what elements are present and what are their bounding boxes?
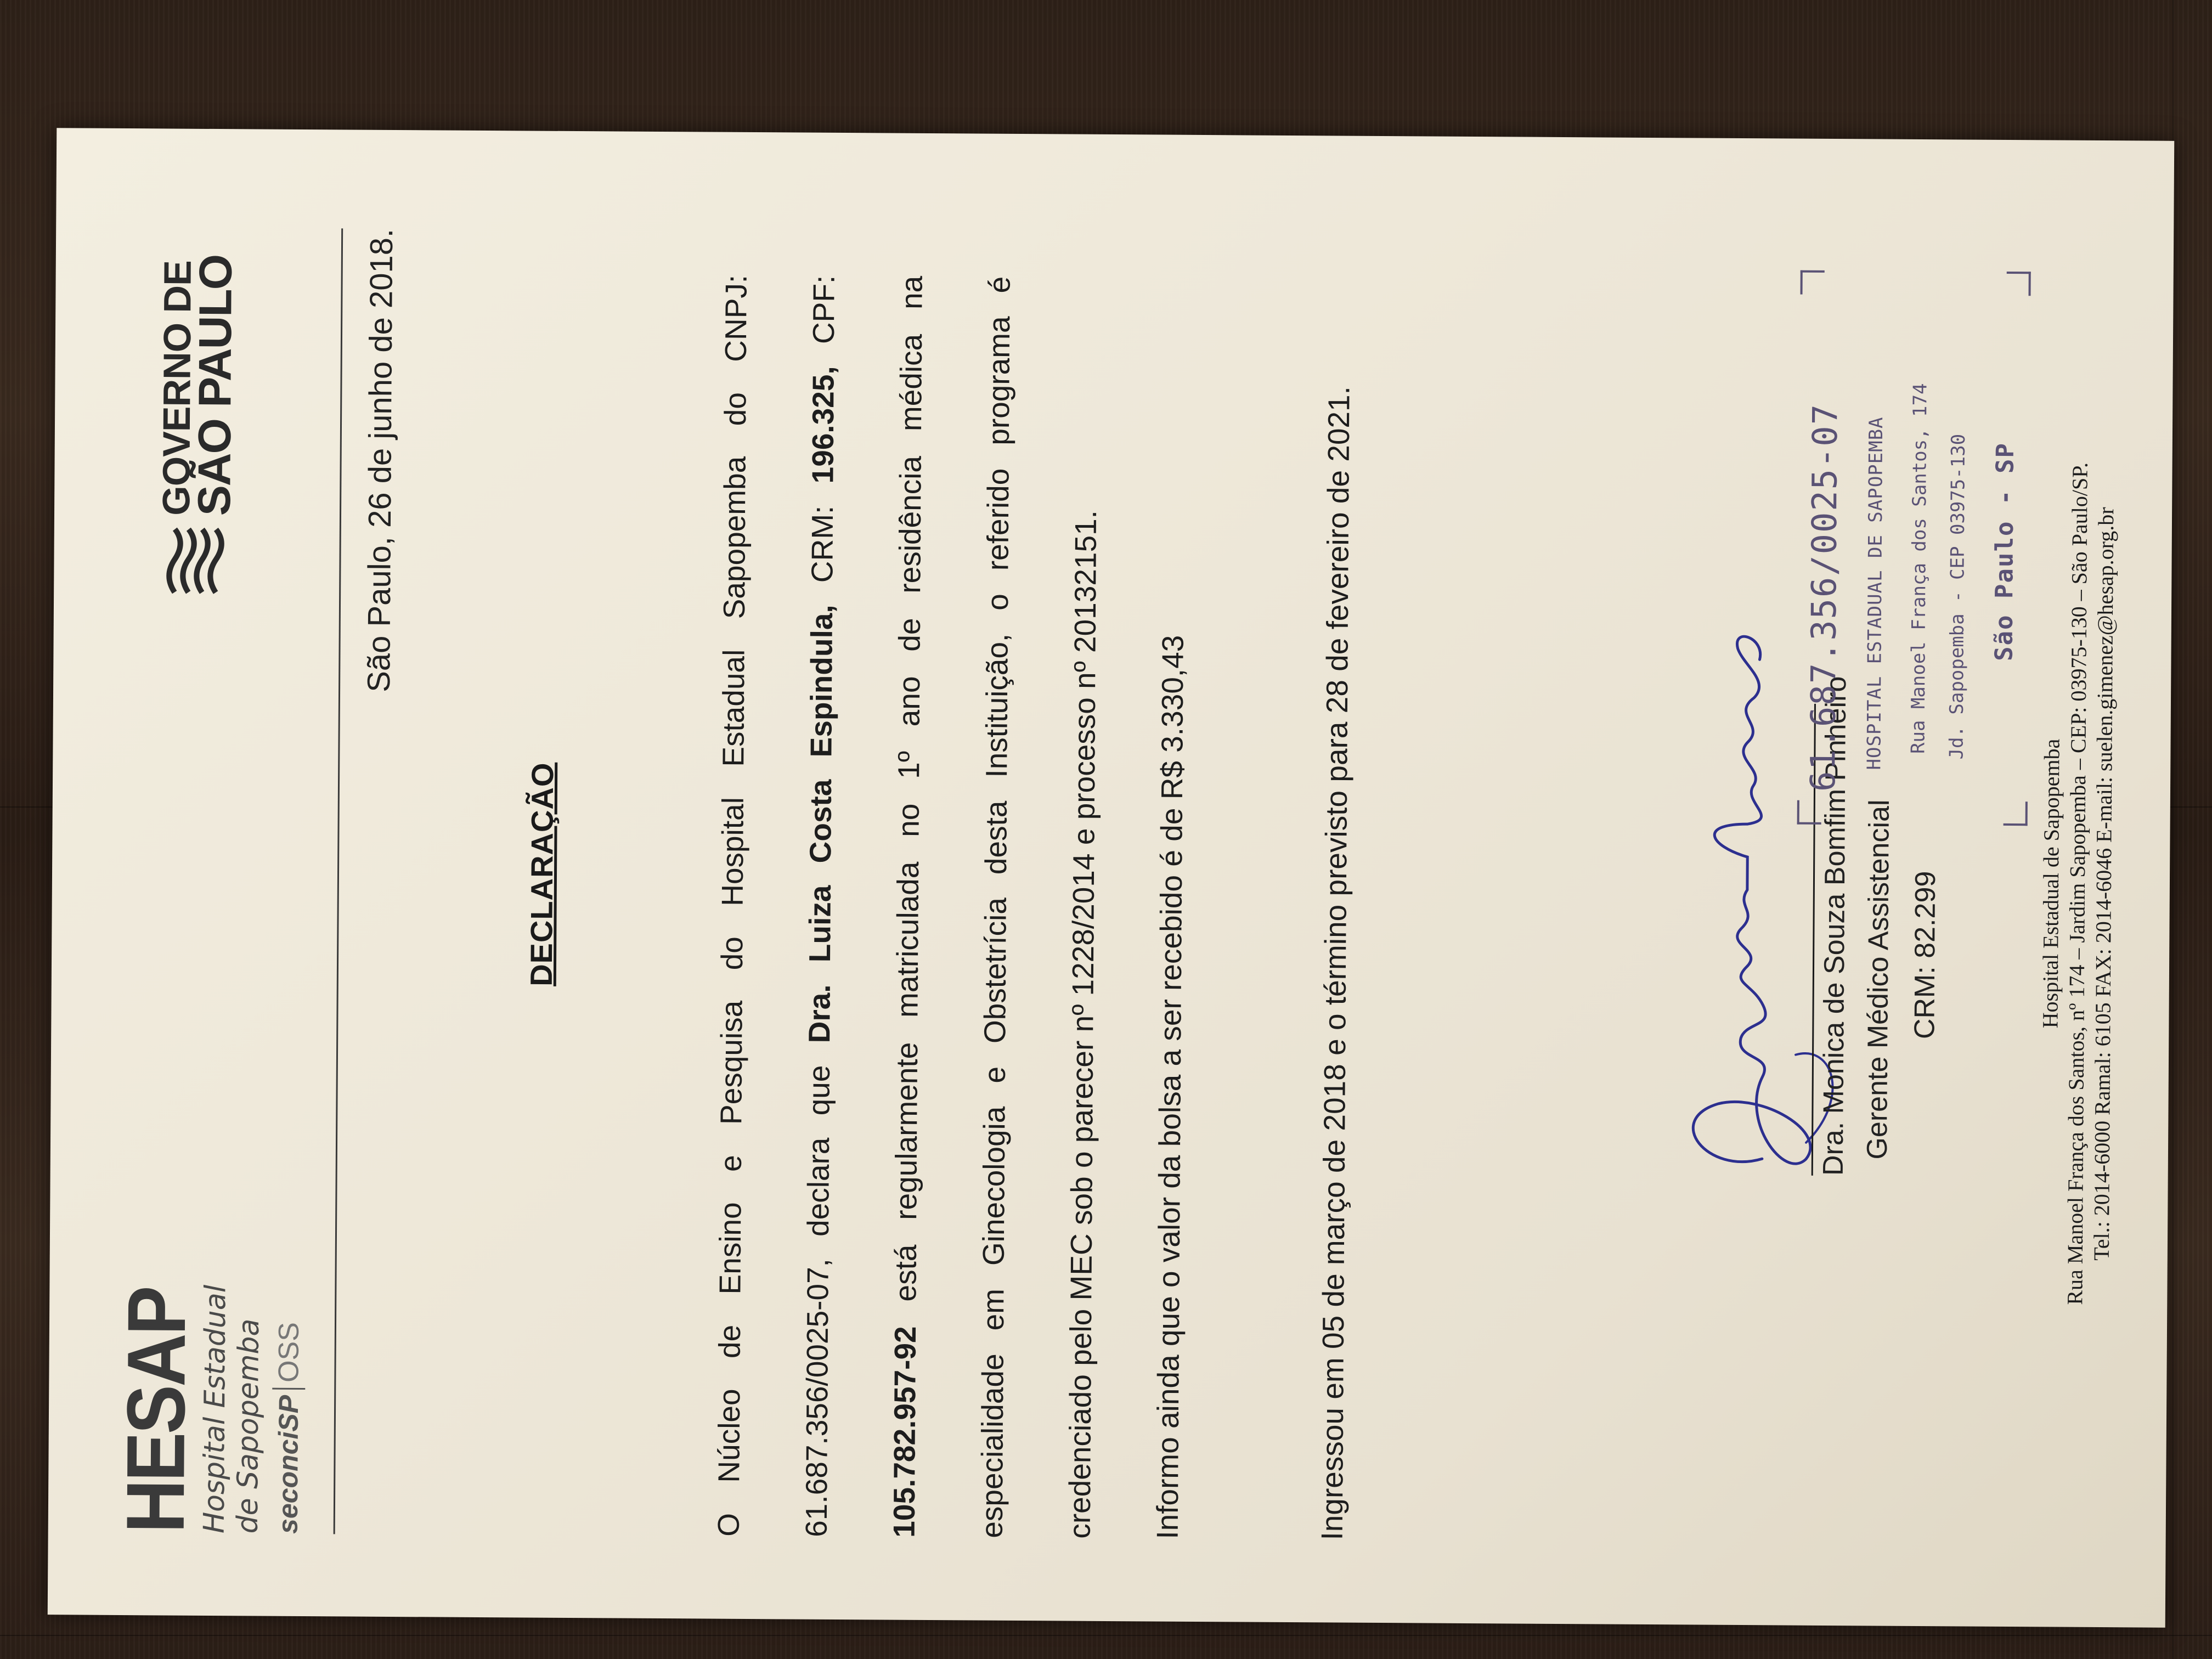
logo-divider (272, 1388, 305, 1390)
stamp-street: Rua Manoel França dos Santos, 174 (1907, 383, 1932, 754)
document-content (48, 128, 2174, 1628)
signer-name: Dra. Monica de Souza Bomfim Pinheiro (1817, 676, 1853, 1176)
stamp-corner (2007, 272, 2031, 296)
seconci-logo (272, 1117, 307, 1534)
body-text-segment: está regularmente matriculada no 1º ano de residência médica na especialidade em Ginecologia e Obstetrícia desta Instituição, o referido programa é credenciado pelo MEC sob o parecer nº 1228/2014 e processo nº 20132151. (888, 275, 1103, 1539)
resident-crm: 196.325, (805, 366, 840, 484)
document-body (685, 274, 1384, 1541)
resident-cpf: 105.782.957-92 (887, 1326, 922, 1538)
hesap-subtitle-line1: Hospital Estadual (198, 1284, 233, 1534)
body-paragraph-bolsa: Informo ainda que o valor da bolsa a ser recebido é de R$ 3.330,43 (1150, 635, 1190, 1539)
footer-line2: Rua Manoel França dos Santos, nº 174 – Jardim Sapopemba – CEP: 03975-130 – São Paulo/SP. (2062, 462, 2092, 1305)
governo-sp-logo (154, 255, 241, 598)
governo-line1: GOVERNO DE (154, 260, 199, 516)
body-text-segment: O Núcleo de Ensino e Pesquisa do Hospital Estadual Sapopemba do CNPJ: 61.687.356/0025-07, declara que (711, 274, 837, 1537)
signer-crm: CRM: 82.299 (1909, 871, 1942, 1040)
governo-sp-emblem-icon (158, 527, 235, 599)
stamp-hospital: HOSPITAL ESTADUAL DE SAPOPEMBA (1863, 416, 1888, 770)
body-paragraph-ingress: Ingressou em 05 de março de 2018 e o término previsto para 28 de fevereiro de 2021. (1314, 386, 1356, 1541)
stamp-corner (2004, 802, 2028, 826)
cnpj-stamp (1791, 259, 2036, 837)
governo-line2: SÃO PAULO (188, 255, 241, 516)
hesap-subtitle-line2: de Sapopemba (231, 1318, 266, 1534)
document-title: DECLARAÇÃO (523, 762, 560, 986)
stamp-city: São Paulo - SP (1990, 442, 2019, 662)
stamp-corner (1801, 270, 1825, 295)
document-footer (2034, 140, 2122, 1627)
document-sheet (48, 128, 2174, 1628)
signer-role: Gerente Médico Assistencial (1861, 799, 1895, 1160)
seconci-logo-text: seconciSP (272, 1395, 304, 1534)
resident-name: Dra. Luiza Costa Espindula, (802, 605, 839, 1043)
stamp-corner (1797, 800, 1821, 825)
hesap-logo-text: HESAP (109, 1287, 203, 1533)
footer-line3: Tel.: 2014-6000 Ramal: 6105 FAX: 2014-6046 E-mail: suelen.gimenez@hesap.org.br (2089, 507, 2119, 1261)
body-text-segment: CPF: (806, 275, 841, 366)
oss-logo-text: OSS (273, 1322, 306, 1383)
body-text-segment: CRM: (805, 483, 840, 605)
stamp-cnpj: 61.687.356/0025-07 (1802, 403, 1846, 792)
hesap-logo (109, 1116, 380, 1534)
body-paragraph-declaration (685, 274, 1131, 1539)
wood-plank-seam (0, 1635, 2212, 1636)
footer-line1: Hospital Estadual de Sapopemba (2038, 738, 2064, 1029)
document-date: São Paulo, 26 de junho de 2018. (361, 228, 400, 692)
stamp-district: Jd. Sapopemba - CEP 03975-130 (1945, 433, 1970, 760)
